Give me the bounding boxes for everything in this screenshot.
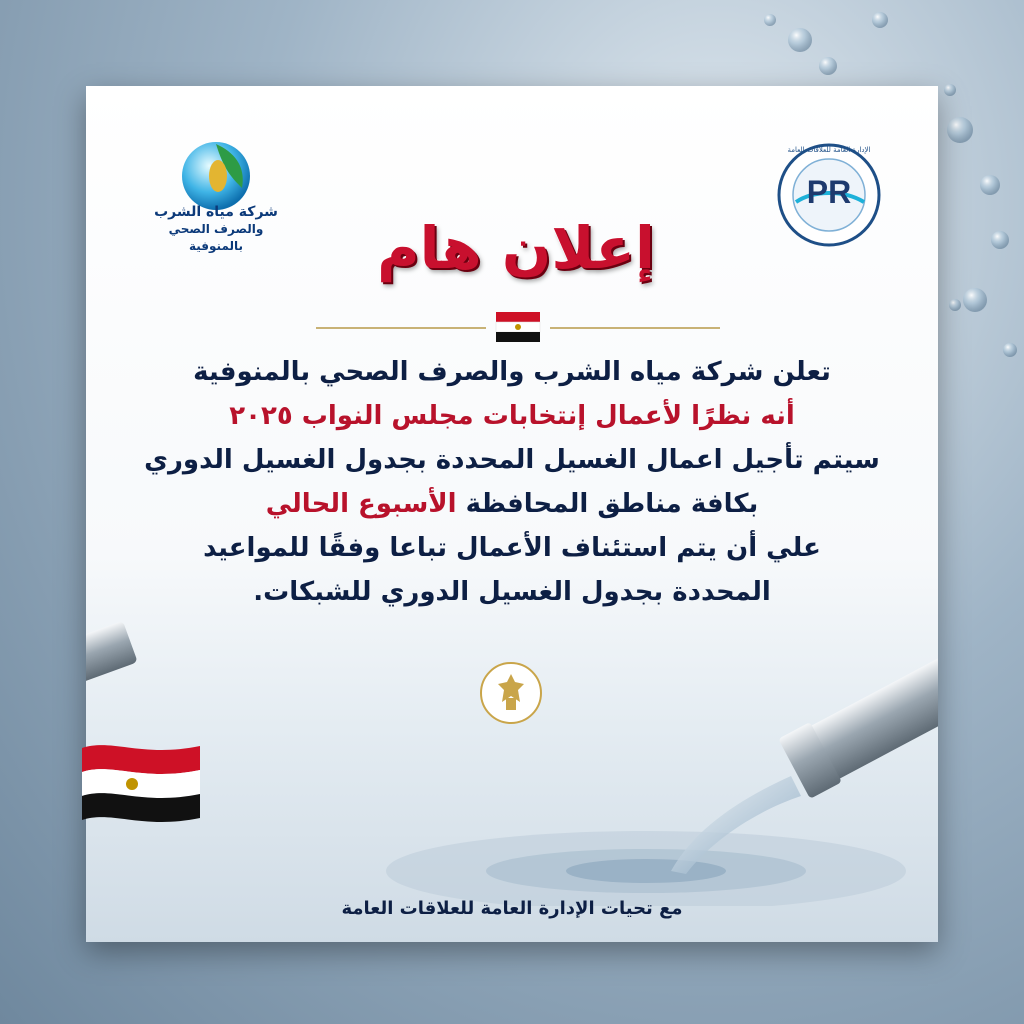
body-line-4a: بكافة مناطق المحافظة (456, 489, 759, 519)
logo-left-line2: والصرف الصحي بالمنوفية (168, 222, 264, 253)
body-line-3: سيتم تأجيل اعمال الغسيل المحددة بجدول الغسيل الدوري (144, 445, 880, 475)
announcement-body (126, 350, 898, 614)
pr-monogram: PR (806, 174, 852, 210)
body-line-2: أنه نظرًا لأعمال إنتخابات مجلس النواب ٢٠٢٥ (229, 401, 795, 431)
company-logo (146, 140, 286, 270)
eagle-emblem-icon (478, 660, 544, 726)
body-line-4b-highlight: الأسبوع الحالي (265, 489, 457, 519)
flag-divider (316, 306, 720, 346)
footer-signature: مع تحيات الإدارة العامة للعلاقات العامة (341, 898, 683, 919)
announcement-card (86, 86, 938, 942)
pr-ring-text: الإدارة العامة للعلاقات العامة (787, 146, 871, 154)
logo-left-line1: شركة مياه الشرب (154, 204, 278, 220)
water-scene (86, 606, 938, 906)
egypt-flag-icon (82, 738, 202, 828)
body-line-4 (126, 482, 898, 526)
body-line-5: علي أن يتم استئناف الأعمال تباعا وفقًا للمواعيد (203, 533, 821, 563)
body-line-1: تعلن شركة مياه الشرب والصرف الصحي بالمنوفية (193, 357, 831, 387)
body-line-6: المحددة بجدول الغسيل الدوري للشبكات. (253, 577, 771, 607)
page-title: إعلان هام (377, 214, 655, 282)
pr-logo (774, 140, 884, 250)
